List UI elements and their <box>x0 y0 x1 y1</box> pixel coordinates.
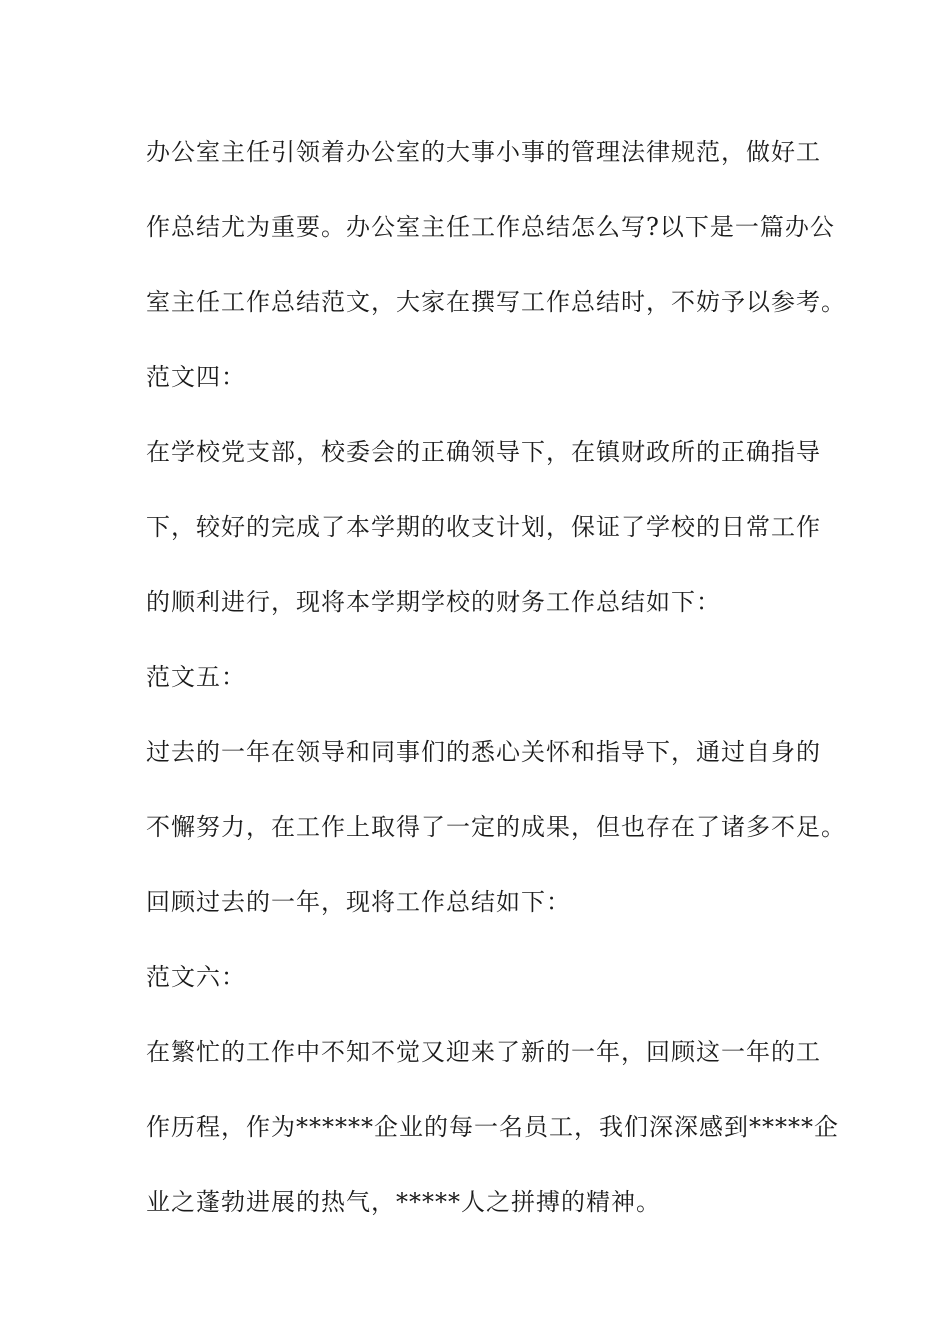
sample-6-paragraph-line-1: 在繁忙的工作中不知不觉又迎来了新的一年，回顾这一年的工 <box>146 1038 821 1066</box>
sample-5-paragraph-line-1: 过去的一年在领导和同事们的悉心关怀和指导下，通过自身的 <box>146 738 821 766</box>
section-heading-sample-4: 范文四： <box>146 363 246 391</box>
sample-5-paragraph-line-2: 不懈努力，在工作上取得了一定的成果，但也存在了诸多不足。 <box>146 813 846 841</box>
sample-5-paragraph-line-3: 回顾过去的一年，现将工作总结如下： <box>146 888 571 916</box>
section-heading-sample-5: 范文五： <box>146 663 246 691</box>
section-heading-sample-6: 范文六： <box>146 963 246 991</box>
sample-4-paragraph-line-1: 在学校党支部，校委会的正确领导下，在镇财政所的正确指导 <box>146 438 821 466</box>
intro-paragraph-line-2: 作总结尤为重要。办公室主任工作总结怎么写?以下是一篇办公 <box>146 213 835 241</box>
sample-6-paragraph-line-3: 业之蓬勃进展的热气，*****人之拼搏的精神。 <box>146 1188 661 1216</box>
sample-6-paragraph-line-2: 作历程，作为******企业的每一名员工，我们深深感到*****企 <box>146 1113 839 1141</box>
sample-4-paragraph-line-2: 下，较好的完成了本学期的收支计划，保证了学校的日常工作 <box>146 513 821 541</box>
intro-paragraph-line-3: 室主任工作总结范文，大家在撰写工作总结时，不妨予以参考。 <box>146 288 846 316</box>
intro-paragraph-line-1: 办公室主任引领着办公室的大事小事的管理法律规范，做好工 <box>146 138 821 166</box>
sample-4-paragraph-line-3: 的顺利进行，现将本学期学校的财务工作总结如下： <box>146 588 721 616</box>
